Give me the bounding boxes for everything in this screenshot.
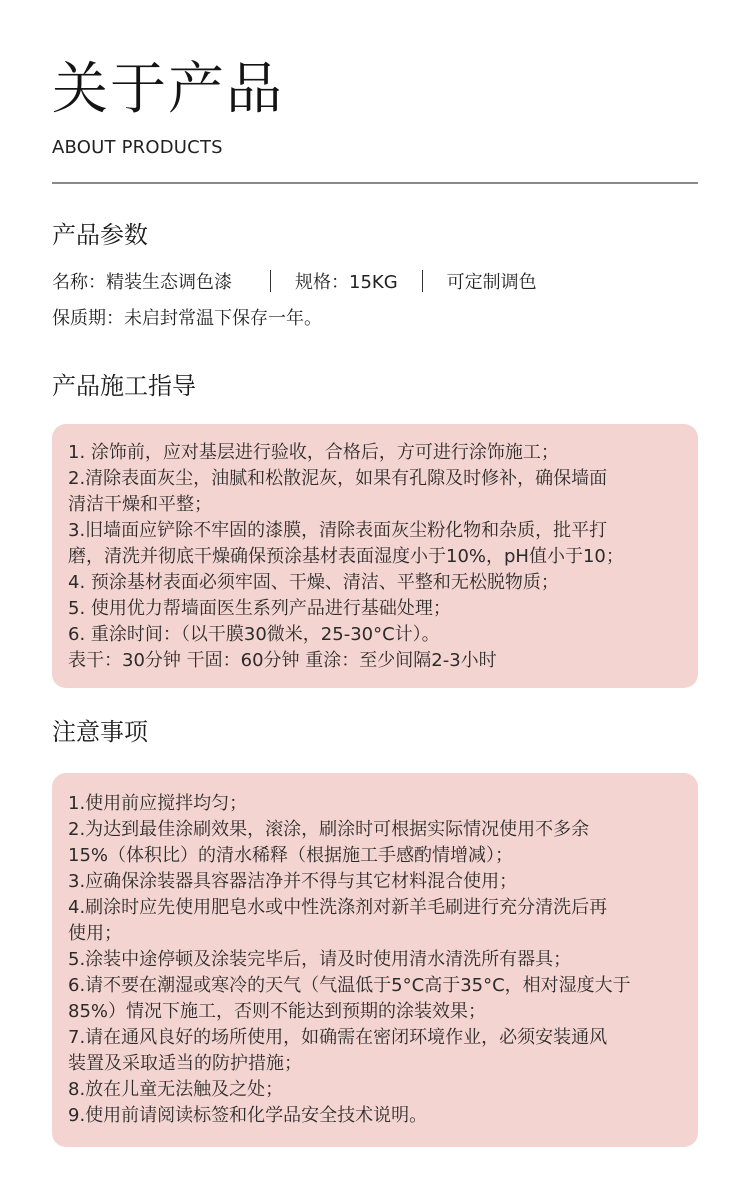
separator xyxy=(422,270,423,292)
params-heading: 产品参数 xyxy=(52,221,148,249)
notes-heading: 注意事项 xyxy=(52,718,148,746)
list-item: 6. 重涂时间：（以干膜30微米，25-30°C计）。 xyxy=(68,624,440,645)
header-divider xyxy=(52,182,698,184)
list-item: 5. 使用优力帮墙面医生系列产品进行基础处理； xyxy=(68,598,451,619)
guide-heading: 产品施工指导 xyxy=(52,372,196,400)
notes-list xyxy=(68,791,682,1129)
list-item: 4.刷涂时应先使用肥皂水或中性洗涤剂对新羊毛刷进行充分清洗后再 使用； xyxy=(68,897,608,944)
product-custom: 可定制调色 xyxy=(446,272,537,293)
list-item: 1.使用前应搅拌均匀； xyxy=(68,793,248,814)
list-item: 2.为达到最佳涂刷效果，滚涂，刷涂时可根据实际情况使用不多余 15%（体积比）的清水稀释（根据施工手感酌情增减）； xyxy=(68,819,590,866)
notes-box xyxy=(52,773,698,1147)
list-item: 3.旧墙面应铲除不牢固的漆膜，清除表面灰尘粉化物和杂质，批平打 磨，清洗并彻底干燥确保预涂基材表面湿度小于10%，pH值小于10； xyxy=(68,520,624,567)
guide-list xyxy=(68,440,682,674)
list-item: 9.使用前请阅读标签和化学品安全技术说明。 xyxy=(68,1105,428,1126)
list-item: 4. 预涂基材表面必须牢固、干燥、清洁、平整和无松脱物质； xyxy=(68,572,559,593)
product-name: 名称：精装生态调色漆 xyxy=(52,272,232,293)
page-title: 关于产品 xyxy=(52,57,284,122)
list-item: 6.请不要在潮湿或寒冷的天气（气温低于5°C高于35°C，相对湿度大于 85%）情况下施工，否则不能达到预期的涂装效果； xyxy=(68,975,631,1022)
page-subtitle: ABOUT PRODUCTS xyxy=(52,137,223,158)
list-item: 5.涂装中途停顿及涂装完毕后，请及时使用清水清洗所有器具； xyxy=(68,949,572,970)
list-item: 表干：30分钟 干固：60分钟 重涂：至少间隔2-3小时 xyxy=(68,650,497,671)
list-item: 1. 涂饰前，应对基层进行验收，合格后，方可进行涂饰施工； xyxy=(68,442,559,463)
separator xyxy=(270,270,271,292)
list-item: 2.清除表面灰尘，油腻和松散泥灰，如果有孔隙及时修补，确保墙面 清洁干燥和平整； xyxy=(68,468,608,515)
params-row xyxy=(52,268,537,294)
guide-box xyxy=(52,424,698,688)
list-item: 3.应确保涂装器具容器洁净并不得与其它材料混合使用； xyxy=(68,871,518,892)
shelf-life: 保质期：未启封常温下保存一年。 xyxy=(52,308,322,329)
list-item: 7.请在通风良好的场所使用，如确需在密闭环境作业，必须安装通风 装置及采取适当的防护措施； xyxy=(68,1027,608,1074)
list-item: 8.放在儿童无法触及之处； xyxy=(68,1079,284,1100)
product-spec: 规格：15KG xyxy=(295,272,398,293)
